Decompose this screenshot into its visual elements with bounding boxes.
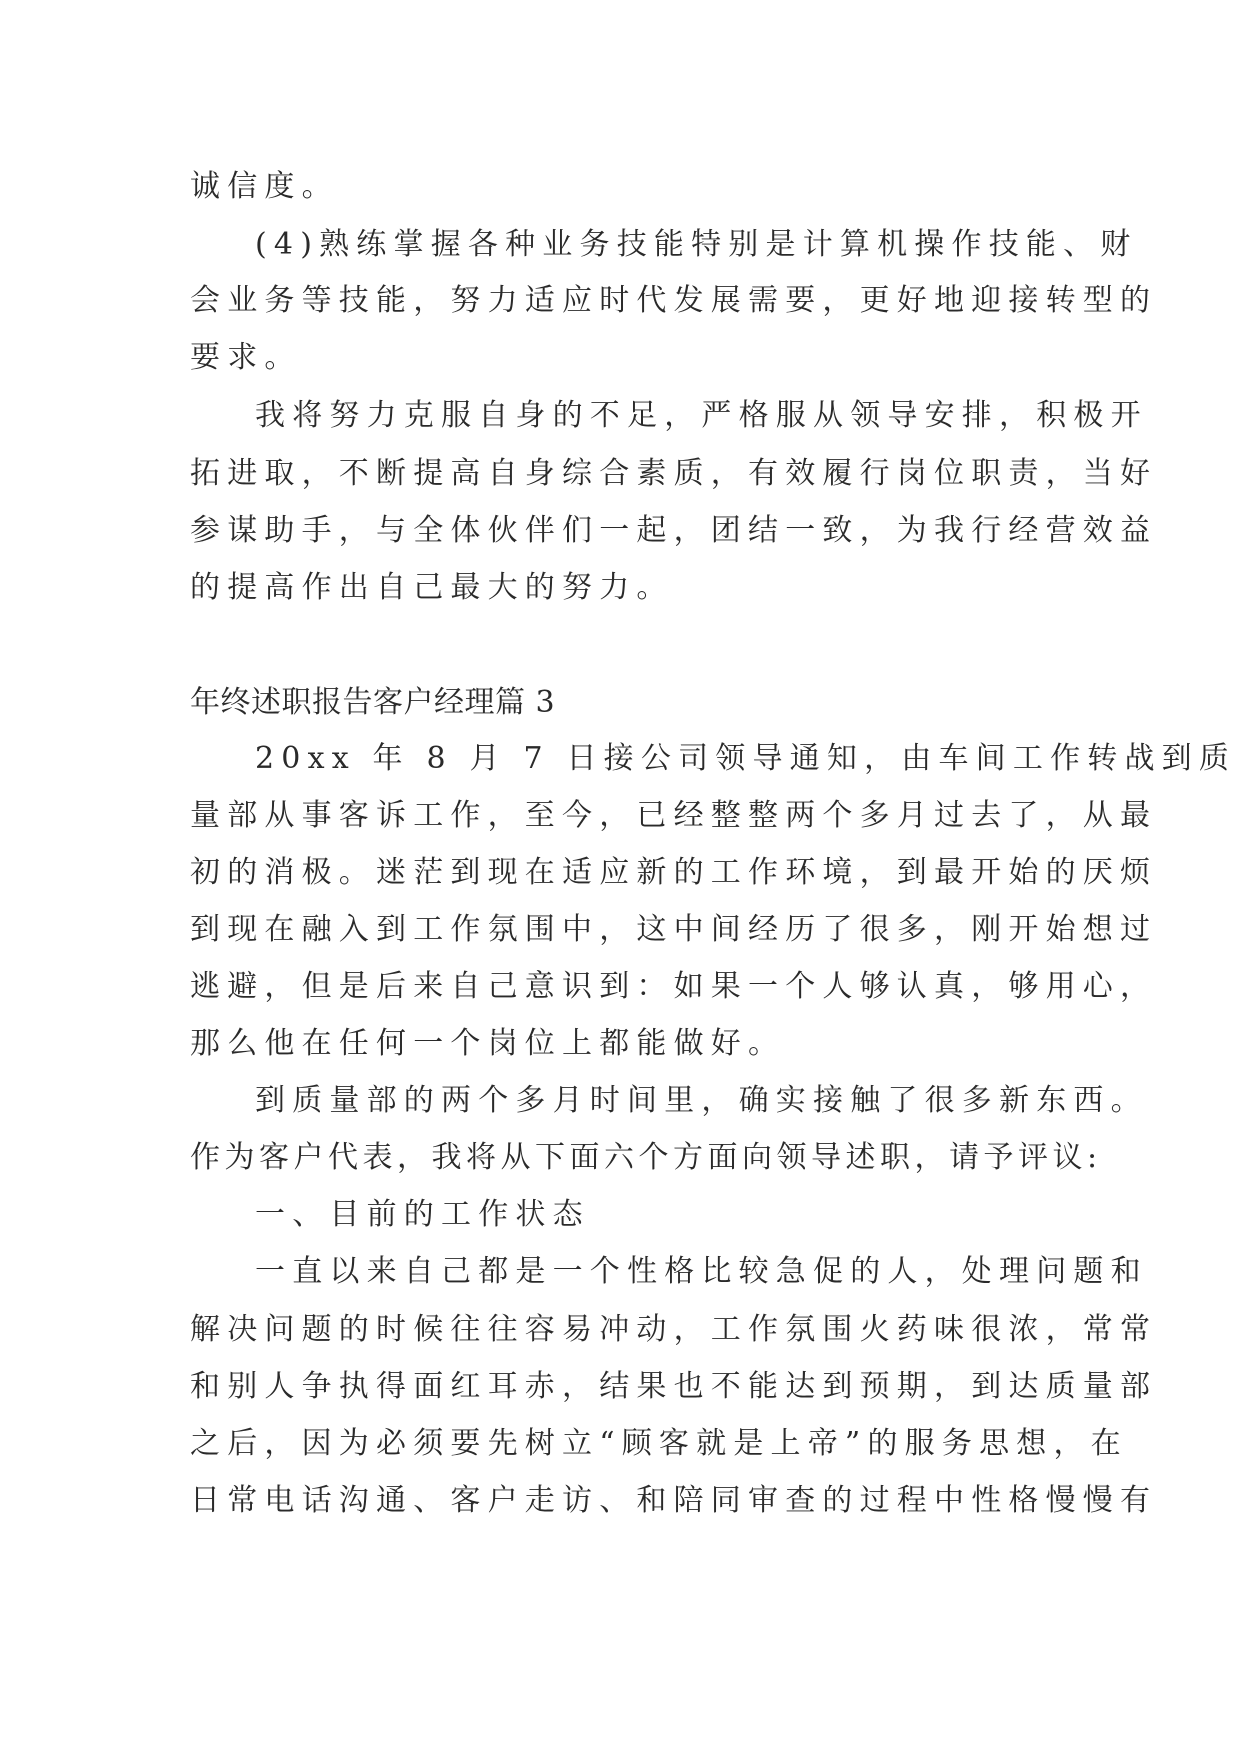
text-line: 会业务等技能，努力适应时代发展需要，更好地迎接转型的 — [190, 283, 1158, 318]
text-line: 量部从事客诉工作，至今，已经整整两个多月过去了，从最 — [190, 798, 1158, 833]
text-line: 诚信度。 — [190, 169, 339, 204]
text-line: 到质量部的两个多月时间里，确实接触了很多新东西。 — [255, 1083, 1148, 1118]
text-line: 的提高作出自己最大的努力。 — [190, 570, 674, 605]
text-line: 初的消极。迷茫到现在适应新的工作环境，到最开始的厌烦 — [190, 855, 1158, 890]
text-line: 到现在融入到工作氛围中，这中间经历了很多，刚开始想过 — [190, 912, 1158, 947]
subsection-heading: 一、目前的工作状态 — [255, 1197, 590, 1232]
text-line: 一直以来自己都是一个性格比较急促的人，处理问题和 — [255, 1254, 1148, 1289]
text-line: 我将努力克服自身的不足，严格服从领导安排，积极开 — [255, 398, 1148, 433]
text-line: 之后，因为必须要先树立“顾客就是上帝”的服务思想，在 — [190, 1426, 1128, 1461]
text-line: 那么他在任何一个岗位上都能做好。 — [190, 1026, 786, 1061]
text-line: 拓进取，不断提高自身综合素质，有效履行岗位职责，当好 — [190, 456, 1158, 491]
text-line: 日常电话沟通、客户走访、和陪同审查的过程中性格慢慢有 — [190, 1483, 1158, 1518]
text-line: 逃避，但是后来自己意识到：如果一个人够认真，够用心， — [190, 969, 1158, 1004]
text-line: (4)熟练掌握各种业务技能特别是计算机操作技能、财 — [255, 227, 1138, 262]
section-heading: 年终述职报告客户经理篇 3 — [190, 685, 556, 720]
text-line: 要求。 — [190, 340, 302, 375]
text-line: 20xx 年 8 月 7 日接公司领导通知，由车间工作转战到质 — [255, 741, 1237, 776]
text-line: 和别人争执得面红耳赤，结果也不能达到预期，到达质量部 — [190, 1369, 1158, 1404]
text-line: 参谋助手，与全体伙伴们一起，团结一致，为我行经营效益 — [190, 513, 1158, 548]
text-line: 作为客户代表，我将从下面六个方面向领导述职，请予评议: — [190, 1140, 1102, 1175]
text-line: 解决问题的时候往往容易冲动，工作氛围火药味很浓，常常 — [190, 1312, 1158, 1347]
